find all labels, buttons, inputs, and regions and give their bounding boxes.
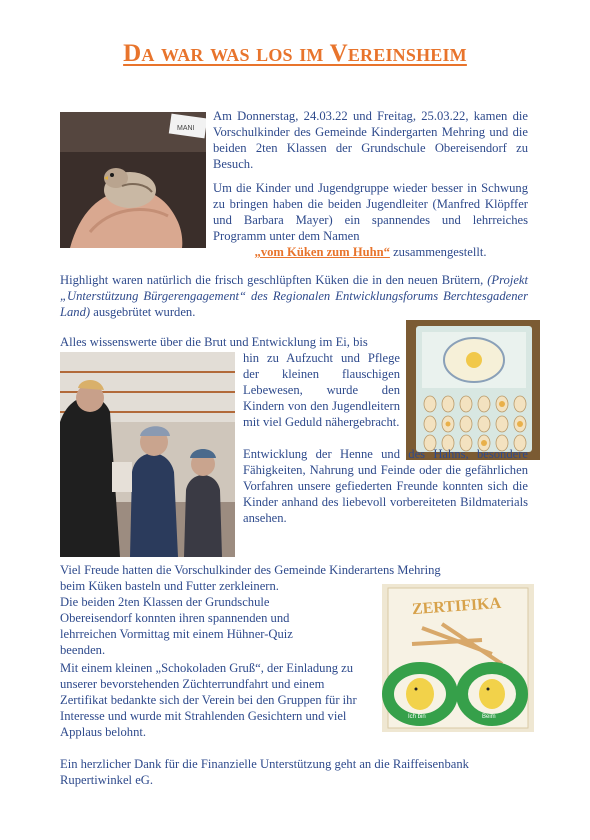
highlight-lead: Highlight waren natürlich die frisch geschlüpften Küken die in den neuen Brütern, [60, 273, 488, 287]
children-at-brooder-photo [60, 352, 235, 557]
intro-paragraph: Am Donnerstag, 24.03.22 und Freitag, 25.03.22, kamen die Vorschulkinder des Gemeinde Kindergarten Mehring und die beiden 2ten Klassen der Grundschule Obereisendorf zu Besuch. [213, 109, 528, 171]
sponsor-thanks: Ein herzlicher Dank für die Finanzielle Unterstützung geht an die Raiffeisenbank Rupertiwinkel eG. [60, 757, 469, 787]
highlight-project: (Projekt „Unterstützung Bürgerengagement“ des Regionalen Entwicklungsforums Berchtesgadener Land) [60, 273, 528, 319]
program-name: „vom Küken zum Huhn“ [254, 245, 390, 259]
certificate-photo [382, 584, 534, 732]
certificate-tag-right: Beim [482, 714, 496, 720]
chick-in-hand-photo [60, 112, 206, 248]
brut-body: hin zu Aufzucht und Pflege der kleinen flauschigen Lebewesen, wurde den Kindern von den Jugendleitern mit viel Geduld nähergebracht. [243, 351, 400, 429]
brut-body-2: Entwicklung der Henne und des Hahns, besondere Fähigkeiten, Nahrung und Feinde oder die gefährlichen Vorfahren unsere gefiederten Freunde konnten sich die Kinder anhand des liebevoll vorbereiteten Bildmaterials ansehen. [243, 447, 528, 525]
thanks-gift-paragraph: Mit einem kleinen „Schokoladen Gruß“, der Einladung zu unserer bevorstehenden Züchterrundfahrt und einem Zertifikat bedankte sich der Verein bei den Gruppen für ihr Interesse und wurde mit Strahlenden Gesichtern und viel Applaus belohnt. [60, 661, 357, 739]
freude-line-1: Viel Freude hatten die Vorschulkinder des Gemeinde Kinderartens Mehring [60, 563, 441, 577]
page-title: Da war was los im Vereinsheim [123, 40, 467, 67]
highlight-paragraph [60, 272, 528, 320]
brut-first-line: Alles wissenswerte über die Brut und Entwicklung im Ei, bis [60, 335, 368, 349]
quiz-paragraph: Die beiden 2ten Klassen der Grundschule Obereisendorf konnten ihren spannenden und lehrreichen Vormittag mit einem Hühner-Quiz beenden. [60, 595, 293, 657]
certificate-heading: ZERTIFIKA [411, 594, 502, 619]
name-badge: MANI [177, 125, 195, 132]
program-name-tail: zusammengestellt. [389, 245, 487, 259]
program-text: Um die Kinder und Jugendgruppe wieder besser in Schwung zu bringen haben die beiden Jugendleiter (Manfred Klöpffer und Barbara Mayer) ein spannendes und lehrreiches Programm unter dem Namen [213, 181, 528, 243]
highlight-tail: ausgebrütet wurden. [90, 305, 196, 319]
program-name-line [213, 244, 528, 260]
program-paragraph [213, 180, 528, 244]
freude-line-2: beim Küken basteln und Futter zerkleinern. [60, 579, 279, 593]
certificate-tag-left: Ich bin [408, 714, 426, 720]
egg-development-box-photo [406, 320, 540, 460]
